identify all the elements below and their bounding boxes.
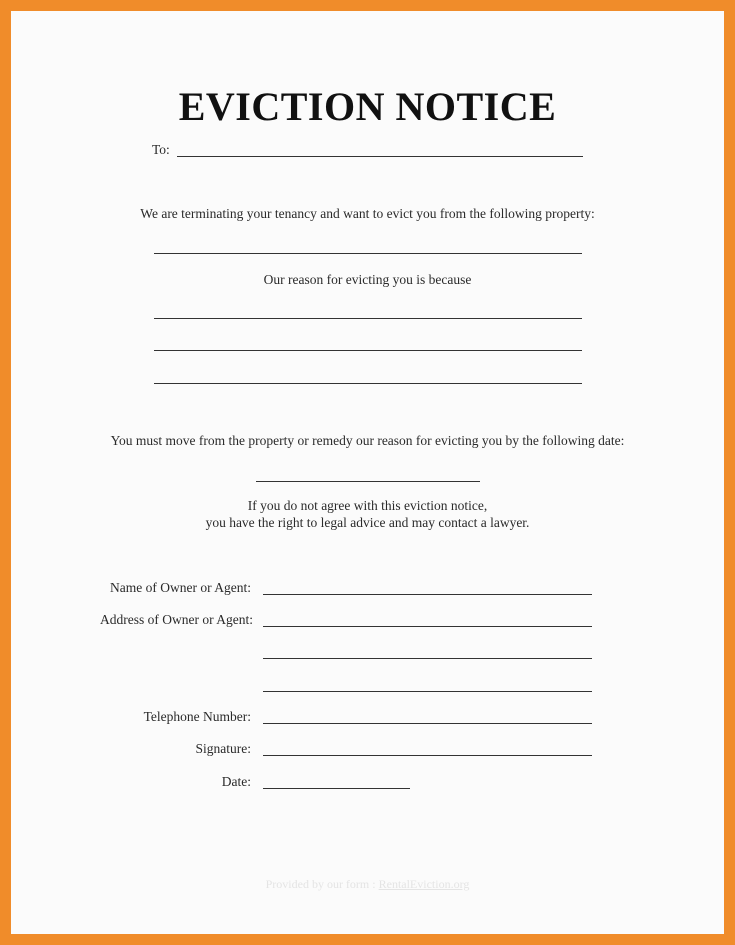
move-date-label: You must move from the property or remedy our reason for evicting you by the following date: bbox=[110, 433, 625, 448]
owner-name-field-line[interactable] bbox=[263, 594, 592, 595]
disagree-text-2: you have the right to legal advice and may contact a lawyer. bbox=[205, 515, 530, 530]
signature-field-line[interactable] bbox=[263, 755, 592, 756]
page-title: EVICTION NOTICE bbox=[178, 84, 557, 129]
reason-label: Our reason for evicting you is because bbox=[263, 272, 472, 287]
owner-address-field-line-1[interactable] bbox=[263, 626, 592, 627]
intro-text: We are terminating your tenancy and want to evict you from the following property: bbox=[140, 206, 595, 221]
owner-name-label: Name of Owner or Agent: bbox=[110, 580, 251, 595]
footer-watermark bbox=[11, 877, 724, 892]
owner-address-label: Address of Owner or Agent: bbox=[100, 612, 253, 627]
reason-field-line-2[interactable] bbox=[154, 350, 582, 351]
reason-field-line-3[interactable] bbox=[154, 383, 582, 384]
owner-address-field-line-3[interactable] bbox=[263, 691, 592, 692]
footer-prefix: Provided by our form : bbox=[265, 877, 376, 891]
signature-label: Signature: bbox=[195, 741, 251, 756]
disagree-text-1: If you do not agree with this eviction notice, bbox=[247, 498, 488, 513]
telephone-field-line[interactable] bbox=[263, 723, 592, 724]
to-label: To: bbox=[152, 142, 170, 157]
telephone-label: Telephone Number: bbox=[143, 709, 251, 724]
owner-address-field-line-2[interactable] bbox=[263, 658, 592, 659]
reason-field-line-1[interactable] bbox=[154, 318, 582, 319]
date-field-line[interactable] bbox=[263, 788, 410, 789]
property-field-line[interactable] bbox=[154, 253, 582, 254]
footer-link[interactable]: RentalEviction.org bbox=[378, 877, 470, 891]
to-field-line[interactable] bbox=[177, 156, 583, 157]
move-date-field-line[interactable] bbox=[256, 481, 480, 482]
date-label: Date: bbox=[221, 774, 251, 789]
